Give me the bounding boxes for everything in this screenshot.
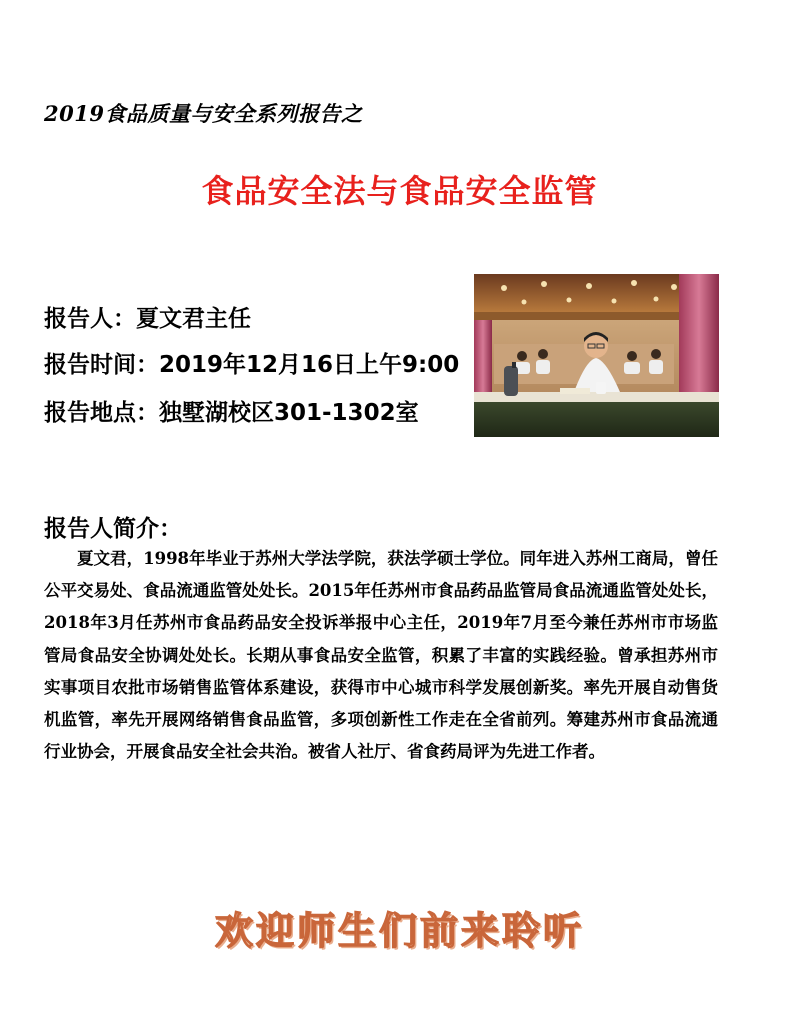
location-line: 报告地点：独墅湖校区301-1302室 — [44, 400, 419, 426]
welcome-banner: 欢迎师生们前来聆听 — [214, 909, 584, 953]
series-title: 2019食品质量与安全系列报告之 — [44, 101, 363, 126]
speaker-photo — [474, 274, 719, 437]
bio-heading: 报告人简介： — [44, 516, 182, 542]
bio-text: 夏文君，1998年毕业于苏州大学法学院，获法学硕士学位。同年进入苏州工商局，曾任公平交易处、食品流通监管处处长。2015年任苏州市食品药品监管局食品流通监管处处长，2018年3月任苏州市食品药品安全投诉举报中心主任，2019年7月至今兼任苏州市市场监管局食品安全协调处处长。长期从事食品安全监管，积累了丰富的实践经验。曾承担苏州市实事项目农批市场销售监管体系建设，获得市中心城市科学发展创新奖。率先开展自动售货机监管，率先开展网络销售食品监管，多项创新性工作走在全省前列。筹建苏州市食品流通行业协会，开展食品安全社会共治。被省人社厅、省食药局评为先进工作者。 — [44, 549, 718, 762]
main-title: 食品安全法与食品安全监管 — [201, 172, 598, 210]
speaker-line: 报告人：夏文君主任 — [44, 306, 251, 332]
time-line: 报告时间：2019年12月16日上午9:00 — [44, 352, 460, 378]
